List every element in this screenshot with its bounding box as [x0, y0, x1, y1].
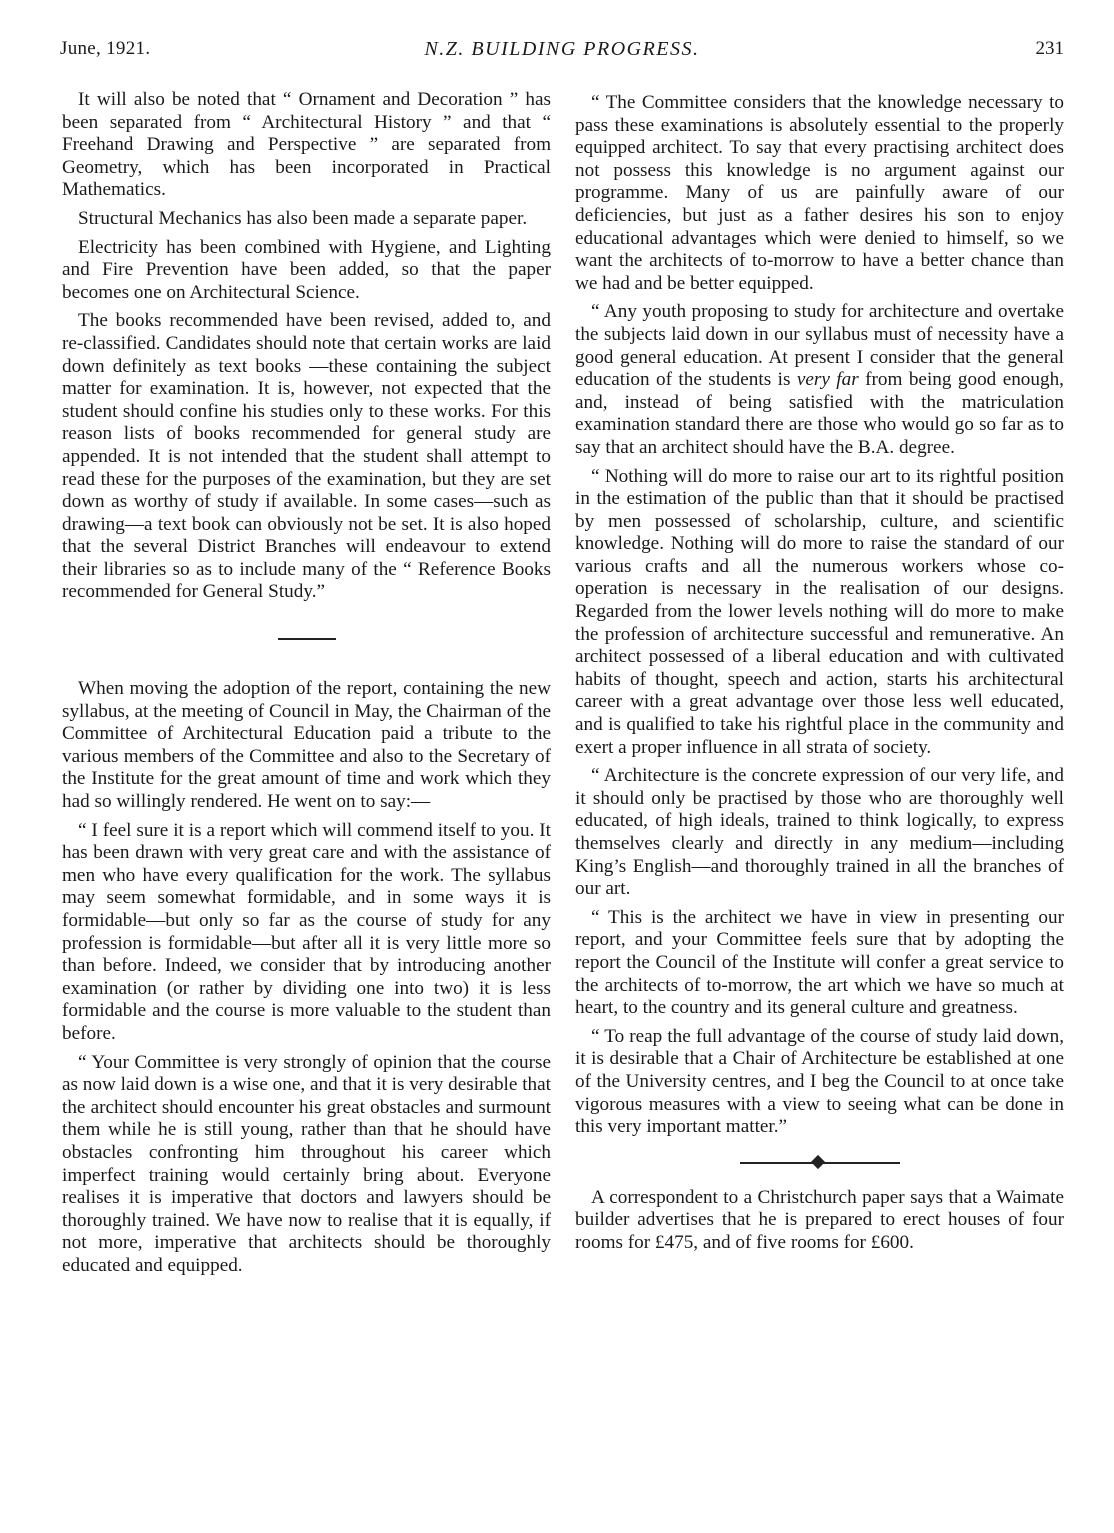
ornament-divider: [740, 1155, 900, 1171]
publication-title: N.Z. BUILDING PROGRESS.: [424, 38, 700, 60]
paragraph-electricity: Electricity has been combined with Hygiene, and Lighting and Fire Prevention have been added, so that the paper becomes one on Architectural Science.: [62, 236, 551, 303]
youth-text-before: “ Any youth proposing to study for architecture and overtake the subjects laid down in our syllabus must of necessity have a good general education. At present I consider that the general education of the students is: [575, 301, 1064, 391]
paragraph-waimate-builder: A correspondent to a Christchurch paper says that a Waimate builder advertises that he is prepared to erect houses of four rooms for £475, and of five rooms for £600.: [575, 1186, 1064, 1253]
paragraph-architect-view: “ This is the architect we have in view in presenting our report, and your Committee feels sure that by adopting the report the Council of the Institute will confer a great service to the architects of to-morrow, the art which we have so much at heart, to the country and its general culture and greatness.: [575, 906, 1064, 1019]
paragraph-report-commend: “ I feel sure it is a report which will commend itself to you. It has been drawn with very great care and with the assistance of men who have every qualification for the work. The syllabus may seem somewhat formidable, and in some ways it is formidable—but only so far as the course of study for any profession is formidable—but after all it is very little more so than before. Indeed, we consider that by introducing another examination (or rather by dividing one into two) it is less formidable and the course is more valuable to the student than before.: [62, 819, 551, 1044]
paragraph-committee-opinion: “ Your Committee is very strongly of opinion that the course as now laid down is a wise one, and that it is very desirable that the architect should encounter his great obstacles and surmount them while he is still young, rather than that he should have obstacles confronting him throughout his career which imperfect training would certainly bring about. Everyone realises it is imperative that doctors and lawyers should be thoroughly trained. We have now to realise that it is equally, if not more, imperative that architects should be thoroughly educated and equipped.: [62, 1051, 551, 1276]
paragraph-youth-education: [575, 301, 1064, 459]
paragraph-architecture-expression: “ Architecture is the concrete expression of our very life, and it should only be practised by those who are thoroughly well educated, of high ideals, trained to think logically, to express themselves clearly and directly in any medium—including King’s English—and thoroughly trained in all the branches of our art.: [575, 765, 1064, 900]
paragraph-books-recommended: The books recommended have been revised, added to, and re-classified. Candidates should note that certain works are laid down definitely as text books —these containing the subject matter for examination. It is, however, not expected that the student should confine his studies only to these works. For this reason lists of books recommended for general study are appended. It is not intended that the student shall attempt to read these for the purposes of the examination, but they are set down as worthy of study if available. In some cases—such as drawing—a text book can obviously not be set. It is also hoped that the several District Branches will endeavour to extend their libraries so as to include many of the “ Reference Books recommended for General Study.”: [62, 310, 551, 603]
left-column: [62, 89, 551, 1284]
ornament-diamond: [810, 1155, 824, 1169]
paragraph-raise-art: “ Nothing will do more to raise our art to its rightful position in the estimation of the public than that it should be practised by men possessed of scholarship, culture, and scientific knowledge. Nothing will do more to raise the standard of our various crafts and all the numerous workers whose co-operation is necessary in the realisation of our designs. Regarded from the lower levels nothing will do more to make the profession of architecture successful and remunerative. An architect possessed of a liberal education and with cultivated habits of thought, speech and action, starts his architectural career with a great advantage over those less well educated, and is qualified to take his rightful place in the community and exert a proper influence in all strata of society.: [575, 465, 1064, 758]
page-number: 231: [1035, 38, 1064, 59]
paragraph-structural-mechanics: Structural Mechanics has also been made a separate paper.: [78, 207, 528, 229]
paragraph-moving-adoption: When moving the adoption of the report, containing the new syllabus, at the meeting of Council in May, the Chairman of the Committee of Architectural Education paid a tribute to the various members of the Committee and also to the Secretary of the Institute for the great amount of time and work which they had so willingly rendered. He went on to say:—: [62, 678, 551, 813]
youth-text-after: from being good enough, and, instead of being satisfied with the matriculation examination standard there are those who would go so far as to say that an architect should have the B.A. degree.: [575, 369, 1064, 458]
issue-date: June, 1921.: [60, 38, 151, 59]
youth-emphasis: very far: [796, 369, 859, 391]
paragraph-university-chair: “ To reap the full advantage of the course of study laid down, it is desirable that a Chair of Architecture be established at one of the University centres, and I beg the Council to at once take vigorous measures with a view to seeing what can be done in this very important matter.”: [575, 1025, 1064, 1138]
paragraph-ornament-decoration: It will also be noted that “ Ornament and Decoration ” has been separated from “ Architectural History ” and that “ Freehand Drawing and Perspective ” are separated from Geometry, which has been incorporated in Practical Mathematics.: [62, 89, 551, 201]
page-header: [60, 38, 1064, 72]
section-divider: [278, 638, 336, 640]
paragraph-committee-knowledge: “ The Committee considers that the knowledge necessary to pass these examinations is absolutely essential to the properly equipped architect. To say that every practising architect does not possess this knowledge is no argument against our programme. Many of us are painfully aware of our deficiencies, but just as a father desires his son to enjoy educational advantages which were denied to himself, so we want the architects of to-morrow to have a better chance than we had and be better equipped.: [575, 92, 1064, 294]
right-column: [575, 92, 1064, 1261]
